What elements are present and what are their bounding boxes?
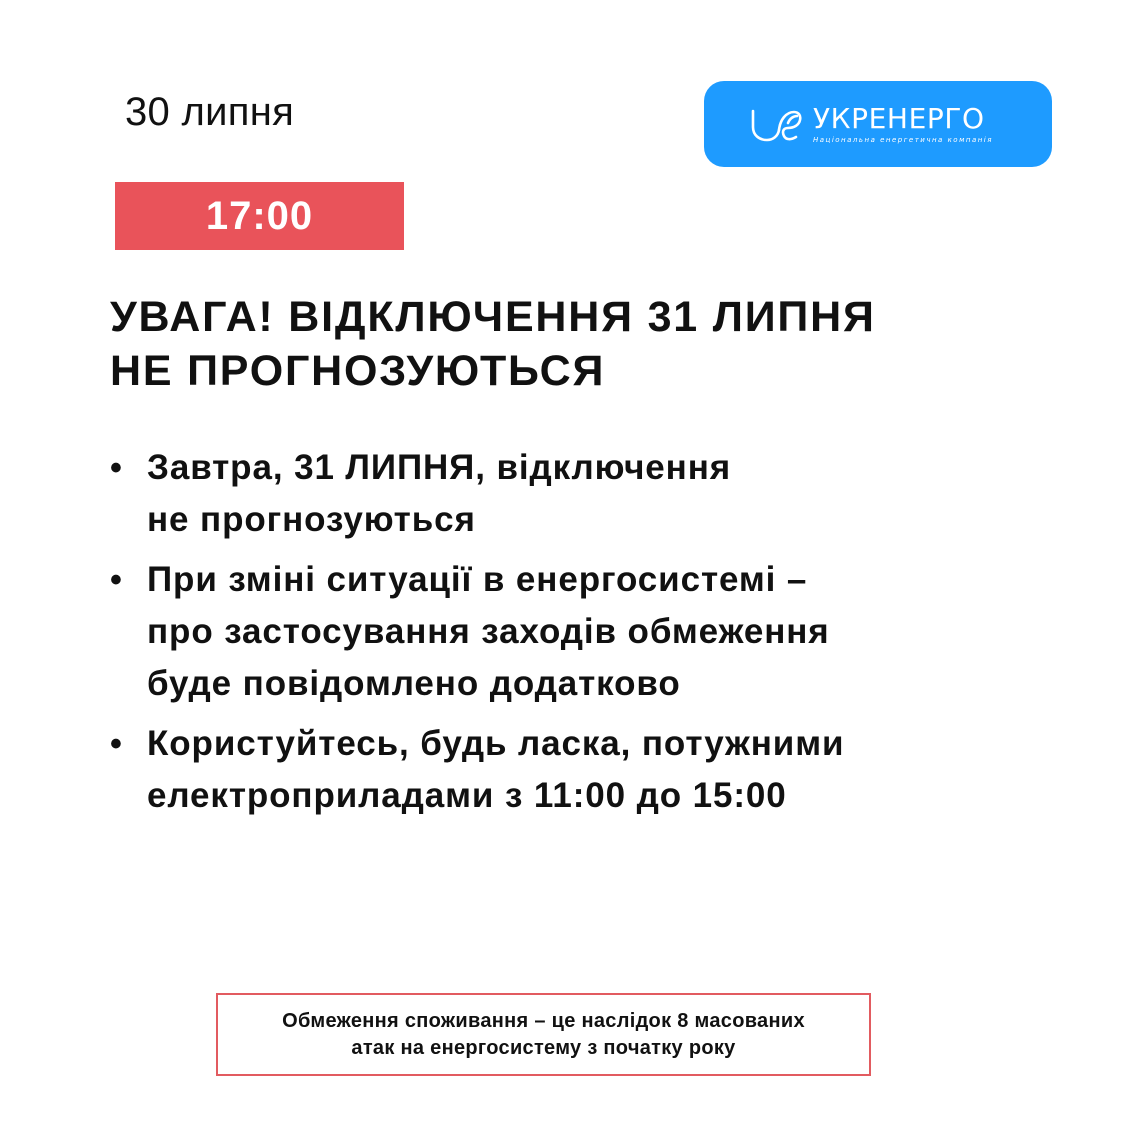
bullet-marker: • bbox=[110, 561, 122, 599]
headline-line-1: УВАГА! ВІДКЛЮЧЕННЯ 31 ЛИПНЯ bbox=[110, 293, 876, 341]
time-text: 17:00 bbox=[205, 194, 314, 238]
logo-name: УКРЕНЕРГО bbox=[813, 101, 985, 135]
bullet-text: Завтра, 31 ЛИПНЯ, відключення не прогнозуються bbox=[147, 448, 732, 539]
time-badge bbox=[115, 182, 404, 250]
logo-tagline: Національна енергетична компанія bbox=[813, 135, 993, 144]
footer-note-text: Обмеження споживання – це наслідок 8 масованих атак на енергосистему з початку року bbox=[282, 1009, 805, 1059]
ukrenergo-logo bbox=[704, 81, 1052, 167]
bullet-marker: • bbox=[110, 725, 122, 763]
footer-note-box bbox=[216, 993, 871, 1076]
headline bbox=[110, 290, 1040, 398]
ukrenergo-logo-icon bbox=[749, 102, 805, 146]
bullet-item bbox=[110, 718, 1010, 822]
bullet-text: При зміні ситуації в енергосистемі – про застосування заходів обмеження буде повідомлено додатково bbox=[147, 560, 830, 703]
bullet-text: Користуйтесь, будь ласка, потужними електроприладами з 11:00 до 15:00 bbox=[147, 724, 845, 815]
date-label: 30 липня bbox=[125, 90, 295, 134]
bullet-marker: • bbox=[110, 449, 122, 487]
bullet-item bbox=[110, 442, 1010, 546]
bullet-item bbox=[110, 554, 1010, 710]
headline-line-2: НЕ ПРОГНОЗУЮТЬСЯ bbox=[110, 347, 606, 395]
bullet-list bbox=[110, 442, 1010, 830]
logo-text bbox=[813, 101, 993, 144]
